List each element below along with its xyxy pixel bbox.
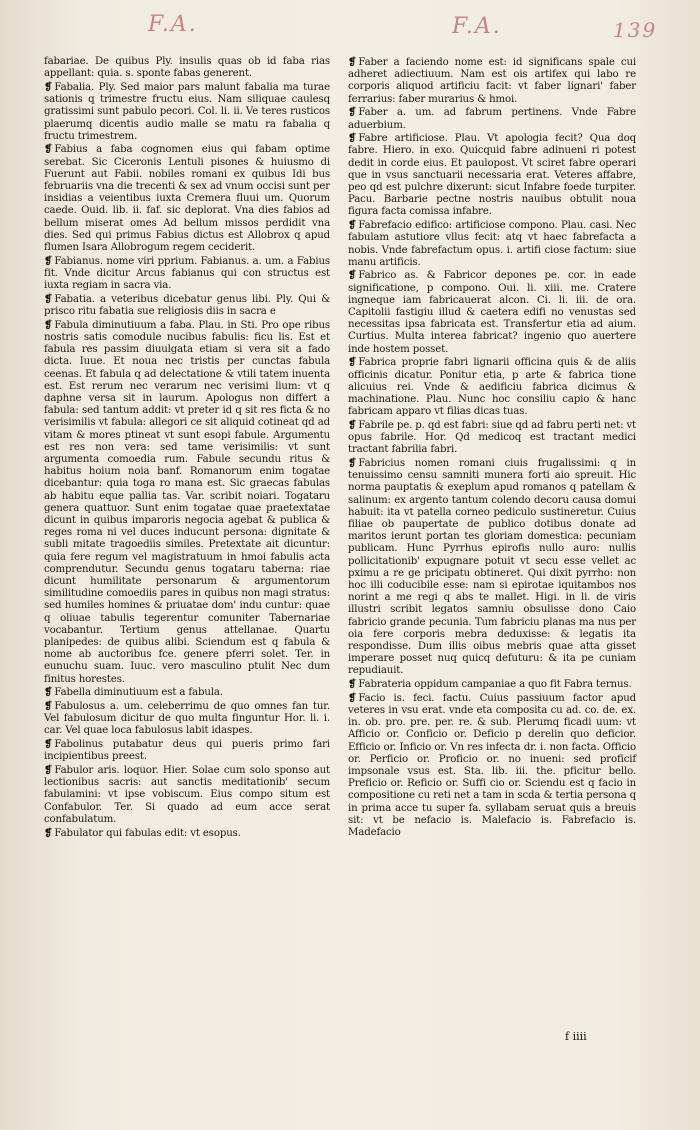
pilcrow-icon: ❡ [44,292,53,305]
entry-text: Fabalia. Ply. Sed maior pars malunt fabalia ma turae sationis q trimestre fructu eius. Nam siliquae caulesq gratissimi sunt pabulo pecori. Col. li. ii. Ve teres rusticos plaerumq dicentis audio malle se matu ra fabalia q fructu trimestrem. [44,81,330,142]
entry-text: Fabulator qui fabulas edit: vt esopus. [54,827,241,839]
entry-text: Facio is. feci. factu. Cuius passiuum factor apud veteres in vsu erat. vnde eta composita cu ad. co. de. ex. in. ob. pro. pre. per. re. & sub. Plerumq ficadi uum: vt Afficio or. Conficio or. Deficio p derelin quo deficior. Efficio or. Inficio or. Vn res infecta dr. i. non facta. Officio or. Perficio or. Proficio or. no inueni: sed proficif impsonale vsus est. Sta. lib. iii. the. pficitur bello. Preficio or. Reficio or. Suffi cio or. Sciendu est q facio in compositione cu reti net a tam in scda & tertia persona q in prima acce tu super fa. syllabam seruat quis a breuis sit: vt be nefacio is. Malefacio is. Fabrefacio is. Madefacio [348,692,636,839]
entry-text: Fabrica proprie fabri lignarii officina quis & de aliis officinis dicatur. Ponitur etia, p arte & fabrica tione alicuius rei. Vnde & aedificiu fabrica dicimus & machinatione. Plau. Nunc hoc consiliu capio & hanc fabricam apparo vt filias dicas tuas. [348,357,636,418]
entry-text: Fabatia. a veteribus dicebatur genus libi. Ply. Qui & prisco ritu fabatia sue religiosis diis in sacra e [44,293,330,318]
pilcrow-icon: ❡ [44,254,53,267]
dictionary-entry [44,827,330,840]
pilcrow-icon: ❡ [348,56,357,68]
pilcrow-icon: ❡ [44,80,53,93]
dictionary-entry [348,132,636,218]
entry-text: Fabolinus putabatur deus qui pueris primo fari incipientibus preest. [44,739,330,763]
pilcrow-icon: ❡ [348,356,357,369]
pilcrow-icon: ❡ [348,219,357,232]
dictionary-entry [348,106,636,131]
dictionary-entry [348,269,636,355]
entry-text: Fabella diminutiuum est a fabula. [54,687,223,699]
entry-text: Fabrile pe. p. qd est fabri: siue qd ad fabru perti net: vt opus fabrile. Hor. Qd medicoq est tractant medici tractant fabrilia fabri. [348,419,636,456]
entry-text: Fabricius nomen romani ciuis frugalissimi: q in tenuissimo censu samniti munera forti aio spreuit. Hic norma pauptatis & exeplum apud romanos q patellam & salinum: ex argento tantum colendo decoru causa domui habuit: ita vt patella corneo pediculo sustineretur. Cuius filiae ob paupertate de publico dotibus donate ad maritos ierunt portan tes gloriam domestica: pecuniam publicam. Hunc Pyrrhus epirofis nullo auro: nullis pollicitationib' expugnare potuit vt secu esse vellet ac pximu a re ge pricipatu obtineret. Qui dixit pyrrho: non hoc illi coducibile esse: nam si epirotae iquitambos nos norint a me regi q abs te mallet. Higi. in li. de viris illustri scribit legatos samniu obsulisse dono Caio fabricio grande pecunia. Tum fabriciu planas ma nus per oia fere corporis mebra deduxisse: & legatis ita respondisse. Dum illis oibus mebris quae atta gisset imperare posset nuq quicq defuturu: & ita pe cuniam repudiauit. [348,458,636,677]
dictionary-entry [44,700,330,738]
entry-text: Fabula diminutiuum a faba. Plau. in Sti. Pro ope ribus nostris satis comodule nucibus fabulis: ficu lis. Est et fabula res passim diuulgata etiam si vera sit a fado dicta. Iuue. Et noua nec tristis per cunctas fabula ceenas. Et fabula q ad delectatione & vtili tatem inuenta est. Est rerum nec verarum nec verisimi lium: vt q daphne versa sit in laurum. Apologus non differt a fabula: sed tantum addit: vt preter id q sit res ficta & no verisimilis vt fabula: allegori ce sit aliquid cotineat qd ad vitam & mores ptineat vt sunt esopi fabule. Argumentu est res non vera: sed tame verisimilis: vt sunt argumenta comoedia rum. Fabule secundu ritus & habitus hoium noia banf. Romanorum enim togatae dicebantur: quia toga ro mana est. Sic graecas fabulas ab habitu eque pallia tas. Var. scribit noiari. Togataru genera quattuor. Sunt enim togatae quae praetextatae dicunt in quibus imparoris negocia agebat & publica & reges roma ni vel duces inducunt persona: dignitate & subli mitate tragoediis similes. Pretextate ait dicuntur: quia fere regum vel magistratuum in hmoi fabulis acta comprendutur. Secundu genus togataru taberna: riae dicunt humilitate personarum & argumentorum similitudine comoediis pares in quibus non magi stratus: sed humiles homines & priuatae dom' indu cuntur: quae q oliuae tabulis tegerentur comuniter Tabernariae vocabantur. Tertium genus attellanae. Quartu planipedes: de quibus alibi. Sciendum est q fabula & nome ab auctoribus fce. genere pferri solet. Ter. in eunuchu suam. Iuuc. vero masculino ptulit Nec dum finitus horestes. [44,319,330,685]
pilcrow-icon: ❡ [44,764,53,777]
dictionary-entry [44,319,330,686]
dictionary-entry [348,219,636,269]
entry-text: Fabrefacio edifico: artificiose compono. Plau. casi. Nec fabulam astutiore vllus fecit: atq vt haec fabrefacta a nobis. Vnde fabrefactum opus. i. artifi ciose factum: siue manu artificis. [348,220,636,268]
pilcrow-icon: ❡ [44,143,53,156]
right-column [348,56,636,840]
entry-text: Faber a. um. ad fabrum pertinens. Vnde Fabre aduerbium. [348,107,636,131]
dictionary-entry [44,764,330,826]
left-column [44,56,330,840]
entry-text: fabariae. De quibus Ply. insulis quas ob id faba rias appellant: quia. s. sponte fabas generent. [44,56,330,80]
pilcrow-icon: ❡ [348,418,357,431]
entry-text: Fabrateria oppidum campaniae a quo fit Fabra ternus. [358,679,632,691]
pilcrow-icon: ❡ [44,826,53,839]
dictionary-entry [44,686,330,699]
dictionary-entry [44,255,330,293]
pilcrow-icon: ❡ [44,686,53,699]
entry-text: Fabianus. nome viri pprium. Fabianus. a. um. a Fabius fit. Vnde dicitur Arcus fabianus qui con structus est iuxta regiam in sacra via. [44,255,330,292]
pilcrow-icon: ❡ [348,269,357,282]
dictionary-entry [348,457,636,678]
entry-text: Fabre artificiose. Plau. Vt apologia fecit? Qua doq fabre. Hiero. in exo. Quicquid fabre adinueni ri potest dedit in corde eius. Et paulopost. Vt sciret fabre operari que in vsus sanctuarii necessaria erat. Veteres affabre, peo qd est pulchre dixerunt: sicut Infabre foede turpiter. Pacu. Barbarie pectne nostris nauibus obtulit noua figura facta comissa infabre. [348,133,636,218]
pilcrow-icon: ❡ [348,678,357,691]
entry-text: Faber a faciendo nome est: id significans spale cui adheret adiectiuum. Nam est ois artifex qui labo re corporis aliquod artificiu facit: vt faber lignari' faber ferrarius: faber murarius & hmoi. [348,57,636,105]
pilcrow-icon: ❡ [348,457,357,469]
signature-mark: f iiii [565,1030,587,1043]
entry-text: Fabrico as. & Fabricor depones pe. cor. in eade significatione, p compono. Oui. li. xiii. me. Cratere ingneque iam fabricauerat alcon. Ci. li. iii. de ora. Capitolii fastigiu illud & caetera edifi no venustas sed necessitas ipsa fabricata est. Transfertur etia ad aium. Curtius. Multa interea fabricat? ingenio quo auertere inde hostem posset. [348,270,636,355]
dictionary-entry [44,738,330,763]
dictionary-entry [348,356,636,418]
entry-text: Fabulosus a. um. celeberrimu de quo omnes fan tur. Vel fabulosum dicitur de quo multa finguntur Hor. li. i. car. Vel quae loca fabulosus labit idaspes. [44,701,330,737]
annotation-left-mark: F.A. [148,12,198,37]
pilcrow-icon: ❡ [348,132,357,145]
pilcrow-icon: ❡ [348,691,357,704]
dictionary-entry [348,419,636,457]
entry-text: Fabius a faba cognomen eius qui fabam optime serebat. Sic Ciceronis Lentuli pisones & huiusmo di Fuerunt aut Fabii. nobiles romani ex quibus Idi bus februariis vna die trecenti & sex ad vnum occisi sunt per insidias a veientibus iuxta Cremera fluui um. Quorum caede. Ouid. lib. ii. faf. sic deplorat. Vna dies fabios ad bellum miserat omes Ad bellum missos perdidit vna dies. Sed qui primus Fabius dictus est Allobrox q apud flumen Isara Allobrogum regem ceciderit. [44,144,330,254]
dictionary-entry [348,56,636,106]
dictionary-entry [44,293,330,318]
pilcrow-icon: ❡ [348,106,357,119]
entry-text: Fabulor aris. loquor. Hier. Solae cum solo sponso aut lectionibus sacris: aut sanctis meditationib' secum fabulamini: vt ipse vobiscum. Eius compo situm est Confabulor. Ter. Si quado ad eum acce serat confabulatum. [44,765,330,825]
pilcrow-icon: ❡ [44,738,53,751]
dictionary-entry [44,56,330,80]
pilcrow-icon: ❡ [44,318,53,331]
dictionary-entry [348,692,636,839]
dictionary-entry [348,678,636,691]
pilcrow-icon: ❡ [44,700,53,713]
dictionary-entry [44,143,330,254]
dictionary-entry [44,81,330,143]
annotation-right-mark: F.A. [452,14,502,39]
folio-number: 139 [613,18,658,42]
